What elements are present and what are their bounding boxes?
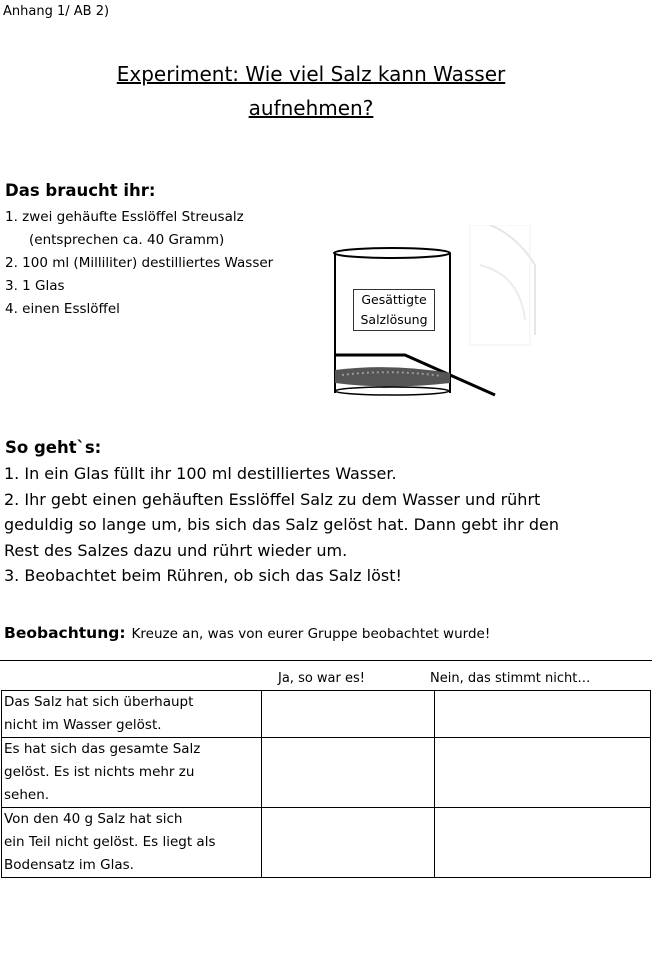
checkbox-cell-no[interactable] [434,808,650,878]
title-line-1: Experiment: Wie viel Salz kann Wasser [116,62,506,86]
statement-line: Das Salz hat sich überhaupt [4,694,194,710]
glass-label-line-1: Gesättigte [361,292,427,307]
checkbox-cell-no[interactable] [434,691,650,738]
materials-item-1-note: (entsprechen ca. 40 Gramm) [29,232,225,248]
checkbox-cell-yes[interactable] [262,691,434,738]
procedure-line: 1. In ein Glas füllt ihr 100 ml destilliertes Wasser. [4,464,397,483]
table-row [2,808,651,878]
statement-line: nicht im Wasser gelöst. [4,717,162,733]
title-line-2: aufnehmen? [248,96,374,120]
procedure-line: 3. Beobachtet beim Rühren, ob sich das Salz löst! [4,566,402,585]
materials-item-2: 2. 100 ml (Milliliter) destilliertes Wasser [5,255,274,271]
column-header-yes: Ja, so war es! [278,671,365,686]
statement-cell [2,808,262,878]
observation-heading: Beobachtung: [4,624,126,642]
glass-label-line-2: Salzlösung [360,312,428,327]
procedure-heading: So geht`s: [5,438,102,457]
statement-line: ein Teil nicht gelöst. Es liegt als [4,834,216,850]
procedure-line: Rest des Salzes dazu und rührt wieder um. [4,540,348,560]
procedure-line: 2. Ihr gebt einen gehäuften Esslöffel Salz zu dem Wasser und rührt [4,489,541,509]
statement-line: gelöst. Es ist nichts mehr zu [4,764,195,780]
checkbox-cell-yes[interactable] [262,738,434,808]
glass-label [353,289,435,331]
table-row [2,738,651,808]
divider-line [0,660,652,661]
statement-line: Bodensatz im Glas. [4,857,134,873]
procedure-line: geduldig so lange um, bis sich das Salz gelöst hat. Dann gebt ihr den [4,515,559,534]
observation-instruction: Kreuze an, was von eurer Gruppe beobachtet wurde! [131,626,491,642]
document-reference: Anhang 1/ AB 2) [3,4,110,19]
column-header-no: Nein, das stimmt nicht… [430,671,591,686]
checkbox-cell-yes[interactable] [262,808,434,878]
statement-cell [2,691,262,738]
statement-line: sehen. [4,787,50,803]
materials-list [5,206,273,321]
statement-line: Von den 40 g Salz hat sich [4,811,183,827]
observation-header [4,623,490,642]
materials-item-3: 3. 1 Glas [5,278,65,294]
checkbox-cell-no[interactable] [434,738,650,808]
statement-cell [2,738,262,808]
materials-item-4: 4. einen Esslöffel [5,301,120,317]
table-row [2,691,651,738]
statement-line: Es hat sich das gesamte Salz [4,741,201,757]
materials-heading: Das braucht ihr: [5,181,156,200]
observation-table [1,690,651,878]
materials-item-1: 1. zwei gehäufte Esslöffel Streusalz [5,209,244,225]
procedure-steps [4,461,644,589]
